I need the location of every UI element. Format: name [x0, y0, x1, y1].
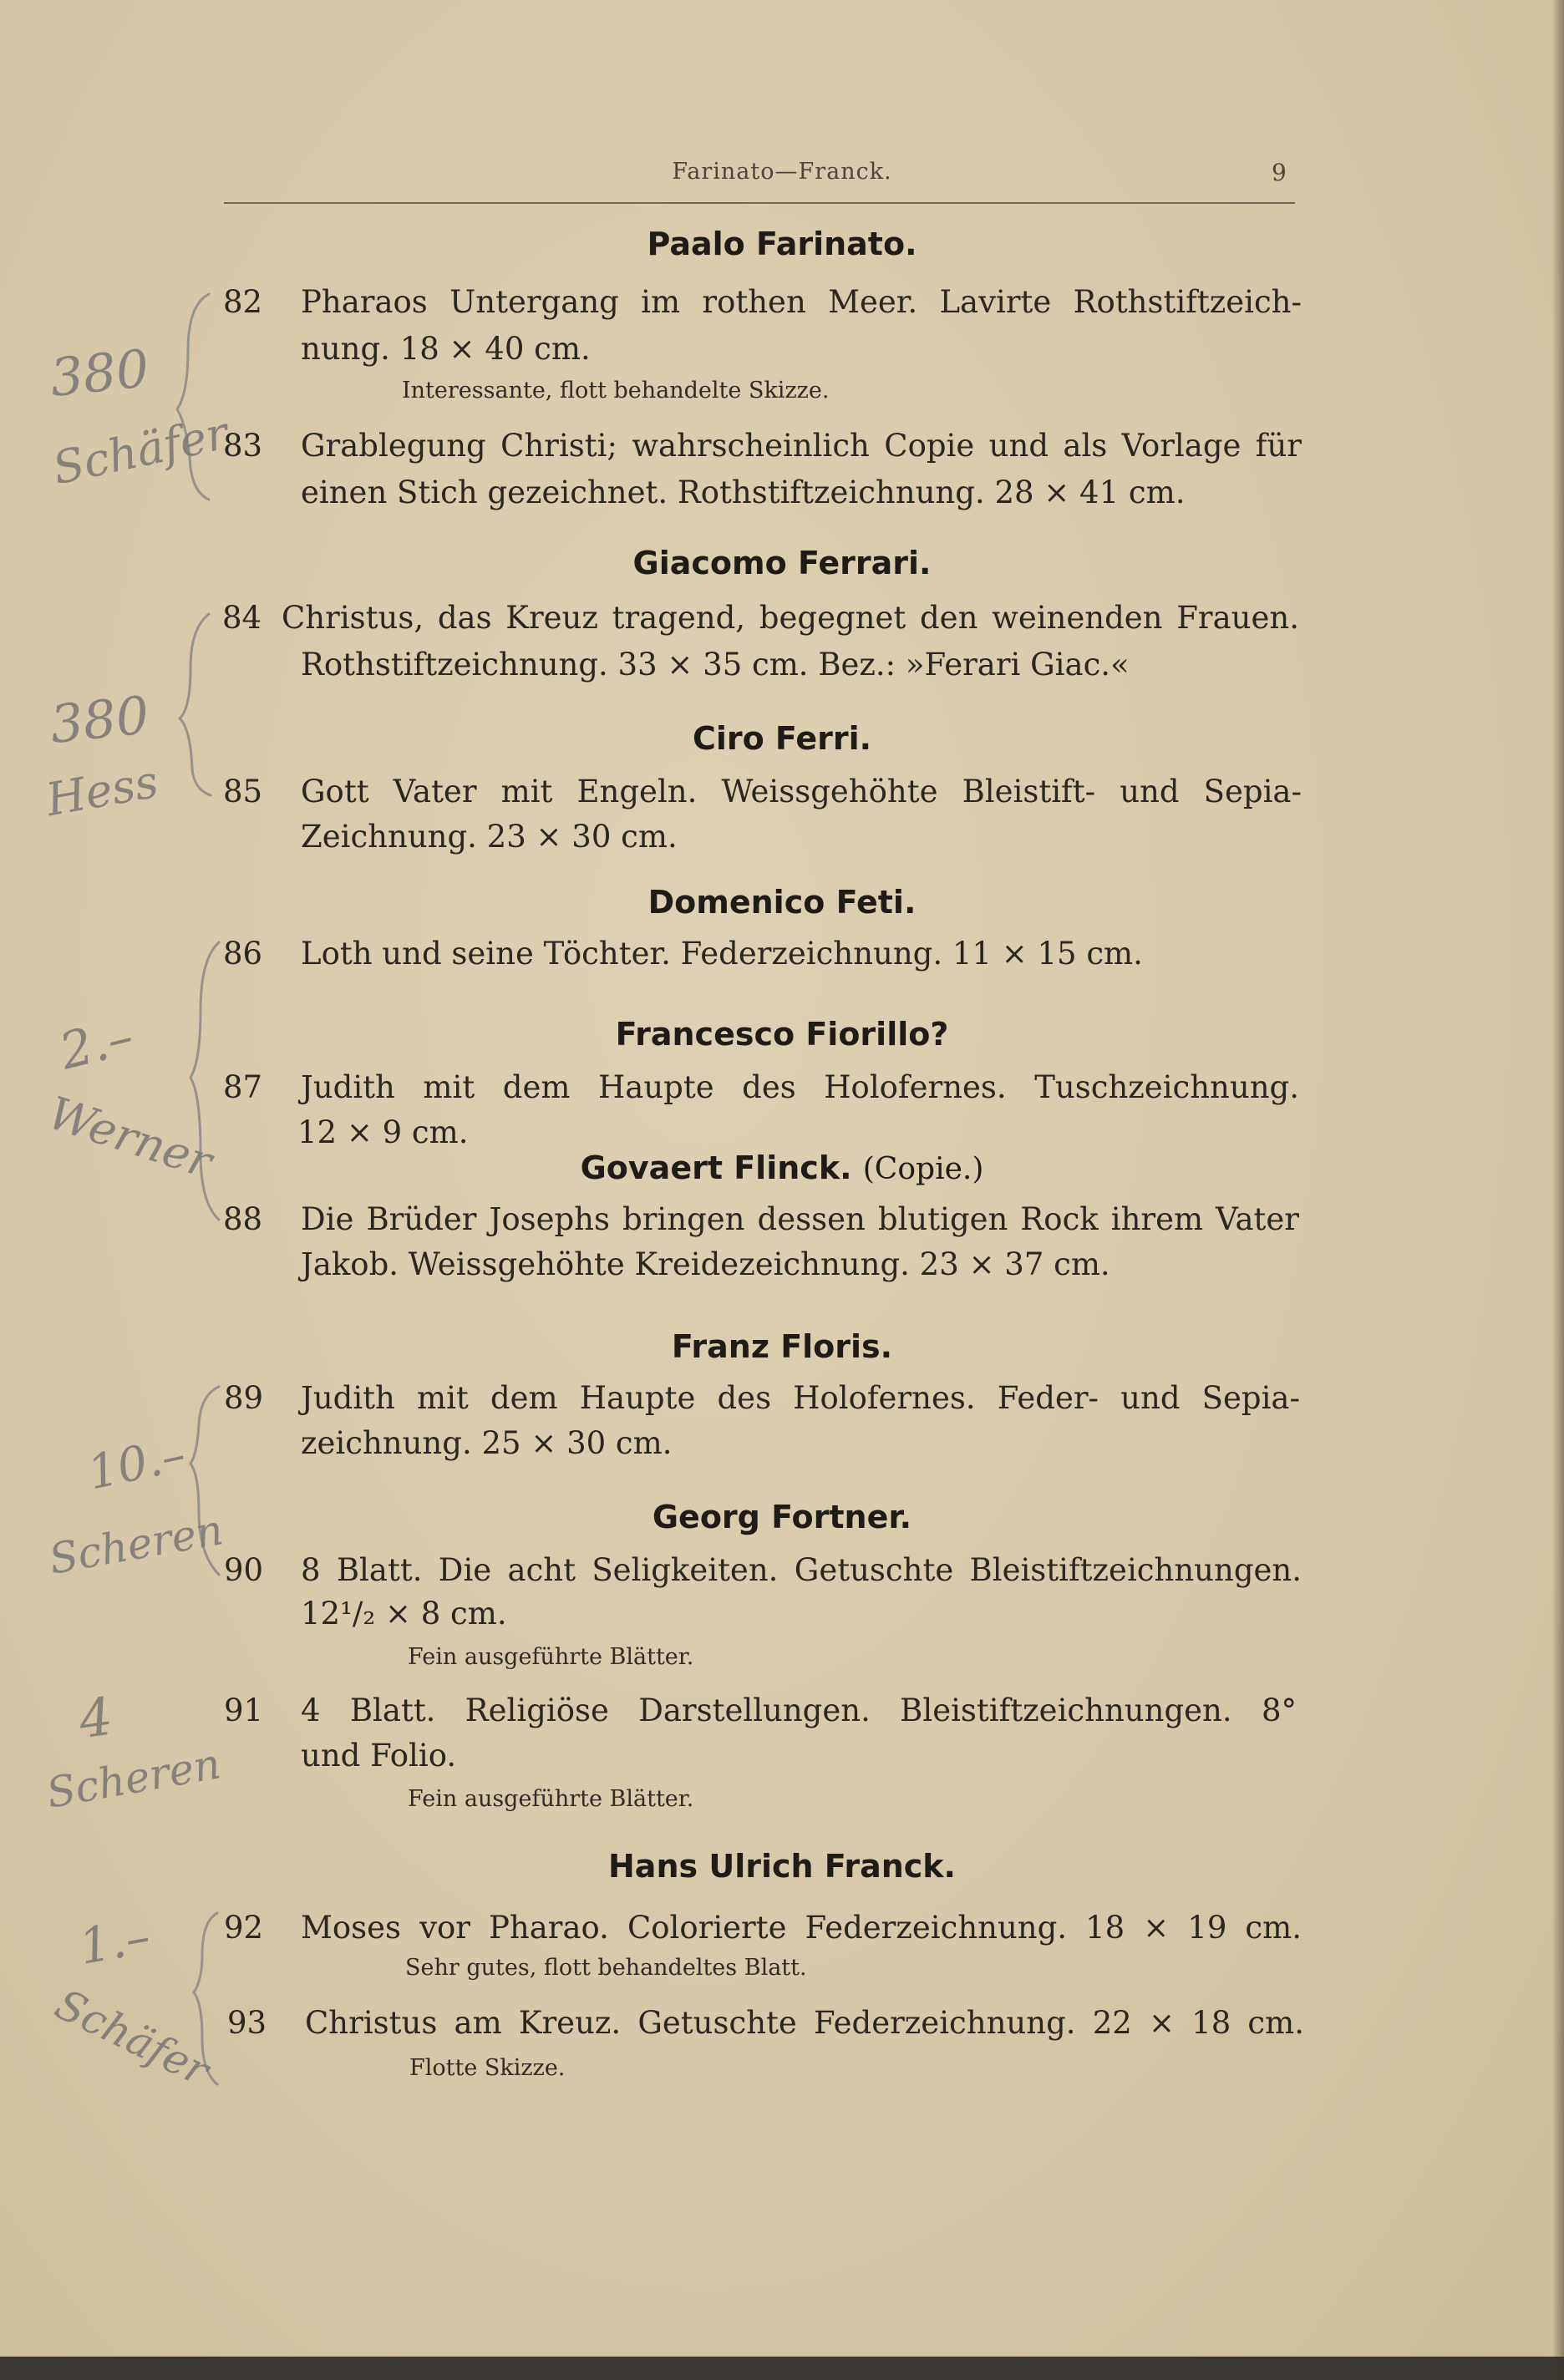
- entry-number-85: 85: [223, 774, 263, 809]
- entry-87-line-1: Judith mit dem Haupte des Holofernes. Tuschzeichnung.: [301, 1069, 1299, 1105]
- entry-92-remark: Sehr gutes, flott behandeltes Blatt.: [405, 1955, 807, 1981]
- entry-number-87: 87: [223, 1069, 263, 1105]
- pencil-price-82: 380: [47, 337, 152, 409]
- entry-number-90: 90: [224, 1552, 264, 1588]
- pencil-price-84: 380: [47, 684, 152, 755]
- pencil-buyer-89: Scheren: [45, 1505, 227, 1584]
- pencil-buyer-90: Scheren: [43, 1739, 225, 1818]
- entry-92-line-1: Moses vor Pharao. Colorierte Federzeichnung. 18 × 19 cm.: [301, 1910, 1302, 1946]
- entry-88-line-2: Jakob. Weissgehöhte Kreidezeichnung. 23 × 37 cm.: [301, 1246, 1110, 1282]
- entry-90-line-2: 12¹/₂ × 8 cm.: [301, 1596, 507, 1631]
- entry-89-line-2: zeichnung. 25 × 30 cm.: [301, 1425, 673, 1461]
- artist-heading-floris: Franz Floris.: [671, 1328, 893, 1365]
- brace-84-85: [180, 614, 211, 795]
- entry-91-line-1: 4 Blatt. Religiöse Darstellungen. Bleistiftzeichnungen. 8°: [301, 1692, 1297, 1728]
- entry-83-line-2: einen Stich gezeichnet. Rothstiftzeichnung. 28 × 41 cm.: [301, 474, 1186, 510]
- artist-name-flinck: Govaert Flinck.: [580, 1149, 852, 1186]
- artist-heading-ferrari: Giacomo Ferrari.: [632, 545, 932, 581]
- entry-89-line-1: Judith mit dem Haupte des Holofernes. Feder- und Sepia-: [301, 1380, 1300, 1416]
- entry-91-remark: Fein ausgeführte Blätter.: [408, 1786, 694, 1812]
- entry-83-line-1: Grablegung Christi; wahrscheinlich Copie und als Vorlage für: [301, 428, 1302, 464]
- scan-bottom-edge: [0, 2357, 1564, 2380]
- artist-heading-farinato: Paalo Farinato.: [647, 226, 917, 262]
- pencil-price-89: 10.–: [83, 1427, 190, 1501]
- pencil-price-92: 1.–: [74, 1907, 155, 1976]
- artist-heading-franck: Hans Ulrich Franck.: [608, 1848, 956, 1885]
- entry-82-line-2: nung. 18 × 40 cm.: [301, 331, 591, 367]
- artist-heading-feti: Domenico Feti.: [647, 884, 917, 921]
- page-number: 9: [1272, 159, 1287, 186]
- entry-number-86: 86: [223, 936, 263, 972]
- pencil-buyer-92: Schäfer: [48, 1979, 217, 2096]
- entry-number-93: 93: [227, 2005, 267, 2041]
- entry-93-line-1: Christus am Kreuz. Getuschte Federzeichnung. 22 × 18 cm.: [305, 2005, 1304, 2041]
- entry-85-line-2: Zeichnung. 23 × 30 cm.: [301, 819, 678, 855]
- running-head: Farinato—Franck.: [672, 159, 892, 185]
- entry-number-91: 91: [224, 1692, 264, 1728]
- entry-number-83: 83: [223, 428, 263, 464]
- entry-number-88: 88: [223, 1201, 263, 1237]
- pencil-buyer-84: Hess: [42, 754, 162, 827]
- artist-heading-fortner: Georg Fortner.: [652, 1499, 912, 1535]
- brace-86-88: [190, 942, 219, 1220]
- entry-88-line-1: Die Brüder Josephs bringen dessen blutigen Rock ihrem Vater: [301, 1201, 1299, 1237]
- entry-93-remark: Flotte Skizze.: [409, 2055, 566, 2081]
- entry-number-82: 82: [223, 284, 263, 320]
- pencil-price-90: 4: [75, 1685, 117, 1751]
- entry-91-line-2: und Folio.: [301, 1738, 457, 1774]
- entry-82-remark: Interessante, flott behandelte Skizze.: [402, 378, 830, 403]
- entry-number-92: 92: [224, 1910, 264, 1946]
- entry-90-remark: Fein ausgeführte Blätter.: [408, 1644, 694, 1670]
- entry-85-line-1: Gott Vater mit Engeln. Weissgehöhte Bleistift- und Sepia-: [301, 774, 1302, 809]
- copy-note: (Copie.): [862, 1152, 984, 1186]
- entry-number-84: 84: [222, 600, 262, 636]
- entry-number-89: 89: [224, 1380, 264, 1416]
- entry-84-line-1: Christus, das Kreuz tragend, begegnet den weinenden Frauen.: [282, 600, 1299, 636]
- pencil-buyer-87: Werner: [42, 1086, 219, 1189]
- pencil-buyer-82: Schäfer: [48, 406, 233, 495]
- pencil-price-87: 2.–: [53, 1007, 140, 1082]
- entry-87-line-2: 12 × 9 cm.: [297, 1114, 469, 1150]
- brace-92-93: [194, 1913, 217, 2084]
- brace-82-83: [177, 294, 209, 500]
- entry-86-line-1: Loth und seine Töchter. Federzeichnung. 11 × 15 cm.: [301, 936, 1143, 972]
- brace-89-90: [190, 1387, 219, 1575]
- artist-heading-ferri: Ciro Ferri.: [692, 720, 872, 757]
- entry-84-line-2: Rothstiftzeichnung. 33 × 35 cm. Bez.: »Ferari Giac.«: [301, 647, 1130, 683]
- entry-82-line-1: Pharaos Untergang im rothen Meer. Lavirte Rothstiftzeich-: [301, 284, 1302, 320]
- artist-heading-fiorillo: Francesco Fiorillo?: [615, 1016, 949, 1053]
- entry-90-line-1: 8 Blatt. Die acht Seligkeiten. Getuschte Bleistiftzeichnungen.: [301, 1552, 1302, 1588]
